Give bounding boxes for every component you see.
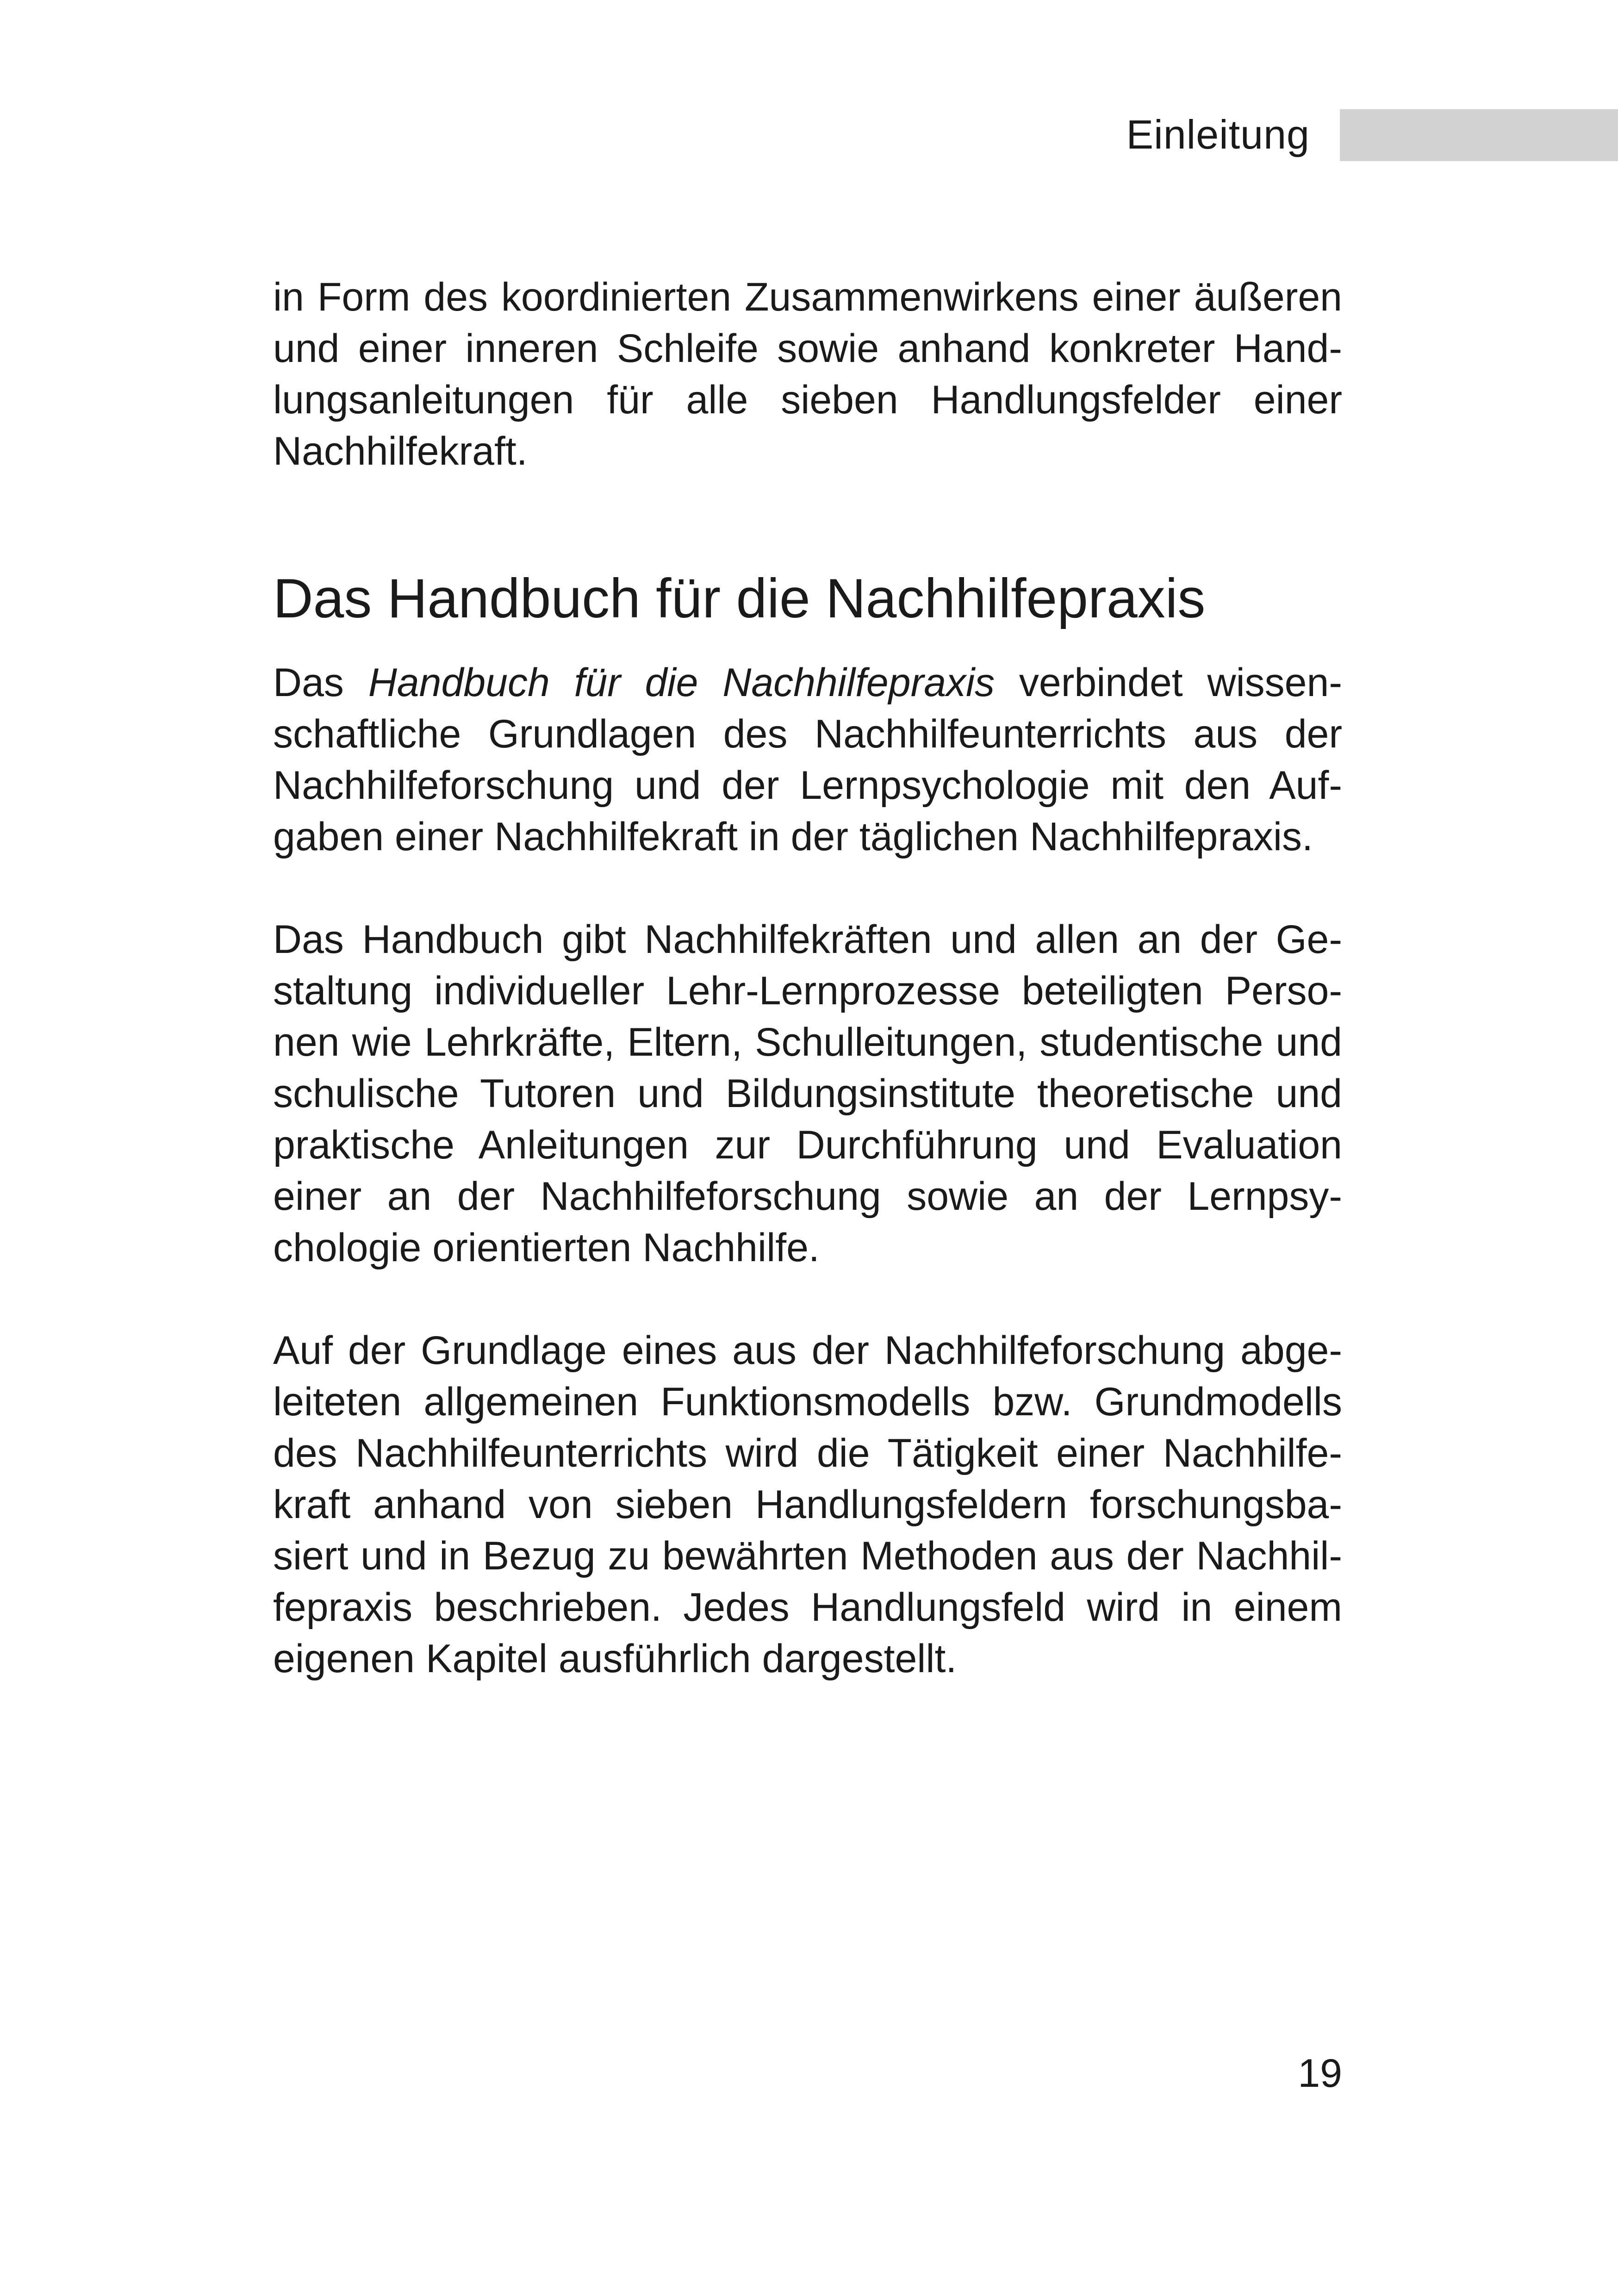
- running-header-title: Einleitung: [1126, 112, 1310, 157]
- section-heading: Das Handbuch für die Nachhilfepraxis: [273, 567, 1206, 629]
- paragraph-handbook-intro: [273, 657, 1342, 863]
- book-title-italic: Handbuch für die Nachhilfepraxis: [368, 660, 995, 705]
- page-number: 19: [1298, 2051, 1342, 2096]
- paragraph-function-model: Auf der Grundlage eines aus der Nachhilfeforschung abgeleiteten allgemeinen Funktionsmodells bzw. Grundmodells des Nachhilfeunterrichts wird die Tätigkeit einer Nachhilfekraft anhand von sieben Handlungsfeldern forschungsbasiert und in Bezug zu bewährten Methoden aus der Nachhilfepraxis beschrieben. Jedes Handlungsfeld wird in einem eigenen Kapitel ausführlich dargestellt.: [273, 1328, 1342, 1681]
- paragraph-target-audience: Das Handbuch gibt Nachhilfekräften und allen an der Gestaltung individueller Lehr-Lernprozesse beteiligten Personen wie Lehrkräfte, Eltern, Schulleitungen, studentische und schulische Tutoren und Bildungsinstitute theoretische und praktische Anleitungen zur Durchführung und Evaluation einer an der Nachhilfeforschung sowie an der Lernpsychologie orientierten Nachhilfe.: [273, 917, 1342, 1270]
- intro-paragraph: in Form des koordinierten Zusammenwirkens einer äußeren und einer inneren Schleife sowie anhand konkreter Handlungsanleitungen für alle sieben Handlungsfelder einer Nachhilfekraft.: [273, 275, 1342, 473]
- chapter-tab-marker: [1340, 109, 1618, 161]
- paragraph-rest: verbindet wissenschaftliche Grundlagen des Nachhilfeunterrichts aus der Nachhilfeforschung und der Lernpsychologie mit den Aufgaben einer Nachhilfekraft in der täglichen Nachhilfepraxis.: [273, 660, 1342, 859]
- paragraph-lead: Das: [273, 660, 368, 705]
